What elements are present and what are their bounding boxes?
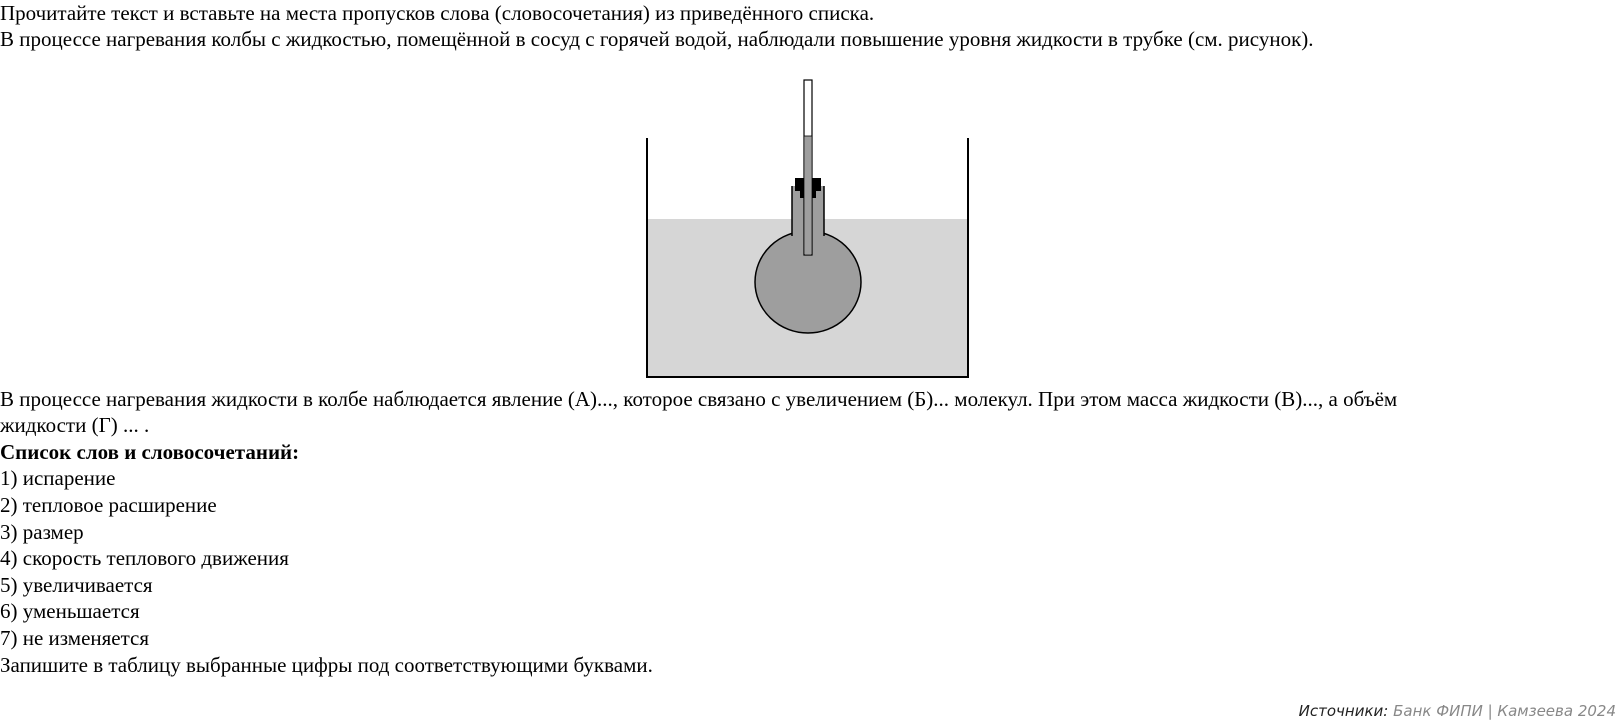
option-2: 2) тепловое расширение — [0, 493, 217, 517]
tube-liquid-column — [805, 136, 811, 254]
option-1: 1) испарение — [0, 466, 116, 490]
option-3: 3) размер — [0, 520, 84, 544]
option-7: 7) не изменяется — [0, 626, 150, 650]
final-instruction: Запишите в таблицу выбранные цифры под соответствующими буквами. — [0, 653, 653, 677]
instruction-text: Прочитайте текст и вставьте на места пропусков слова (словосочетания) из приведённого списка. — [0, 1, 875, 25]
experiment-figure — [640, 78, 976, 380]
option-5: 5) увеличивается — [0, 573, 153, 597]
passage-line-1: В процессе нагревания жидкости в колбе наблюдается явление (А)..., которое связано с увеличением (Б)... молекул. При этом масса жидкости (В)..., а объём — [0, 387, 1398, 411]
list-title: Список слов и словосочетаний: — [0, 440, 300, 464]
option-6: 6) уменьшается — [0, 599, 140, 623]
passage-line-2: жидкости (Г) ... . — [0, 413, 150, 437]
option-4: 4) скорость теплового движения — [0, 546, 289, 570]
intro-text: В процессе нагревания колбы с жидкостью, помещённой в сосуд с горячей водой, наблюдали повышение уровня жидкости в трубке (см. рисунок). — [0, 27, 1314, 51]
source-attribution — [1299, 702, 1616, 720]
source-label: Источники: — [1298, 702, 1389, 720]
source-value: Банк ФИПИ | Камзеева 2024 — [1393, 702, 1616, 720]
